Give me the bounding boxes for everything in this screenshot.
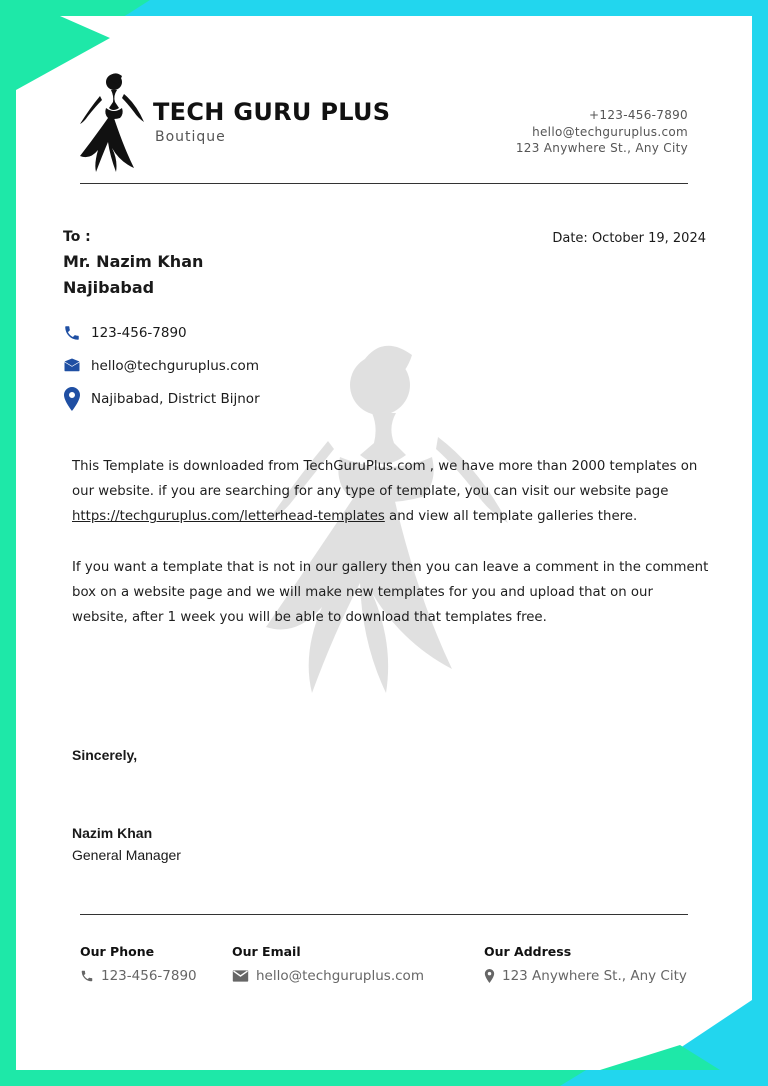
letter-date: Date: October 19, 2024 xyxy=(552,231,706,246)
header-email[interactable]: hello@techguruplus.com xyxy=(532,124,688,139)
header-contact-block xyxy=(516,107,688,157)
company-name: TECH GURU PLUS xyxy=(153,98,391,126)
body-p1-tail: and view all template galleries there. xyxy=(384,509,638,525)
phone-icon xyxy=(63,324,81,342)
header-address: 123 Anywhere St., Any City xyxy=(515,141,688,155)
footer-phone-column xyxy=(80,944,197,984)
recipient-email-row xyxy=(63,356,259,376)
footer-divider xyxy=(80,914,688,915)
signer-name: Nazim Khan xyxy=(72,825,153,841)
footer-address: 123 Anywhere St., Any City xyxy=(502,968,687,984)
mail-icon xyxy=(232,969,249,983)
footer-email-column xyxy=(232,944,424,984)
footer-email-heading: Our Email xyxy=(232,944,301,959)
to-label: To : xyxy=(63,229,91,245)
body-p1-text: This Template is downloaded from TechGuruPlus.com , we have more than 2000 templates on our website. if you are searching for any type of template, you can visit our website page xyxy=(72,459,698,500)
footer-address-column xyxy=(484,944,687,984)
recipient-address-row xyxy=(63,389,260,409)
footer-phone[interactable]: 123-456-7890 xyxy=(101,968,197,984)
bride-silhouette-logo xyxy=(78,70,150,174)
mail-icon xyxy=(63,357,81,375)
signer-title: General Manager xyxy=(72,847,181,863)
closing-sincerely: Sincerely, xyxy=(72,747,138,763)
body-paragraph-2: If you want a template that is not in our gallery then you can leave a comment in the comment box on a website page and we will make new templates for you and upload that on our website, after 1 week you will be able to download that templates free. xyxy=(72,559,709,626)
recipient-city: Najibabad xyxy=(63,278,155,297)
letter-body xyxy=(72,454,712,655)
footer-email[interactable]: hello@techguruplus.com xyxy=(256,968,424,984)
recipient-email[interactable]: hello@techguruplus.com xyxy=(91,358,259,374)
company-subtitle: Boutique xyxy=(155,129,226,145)
footer-phone-heading: Our Phone xyxy=(80,944,155,959)
header-divider xyxy=(80,183,688,184)
footer-address-heading: Our Address xyxy=(484,944,572,959)
recipient-phone[interactable]: 123-456-7890 xyxy=(91,325,187,341)
location-pin-icon xyxy=(63,387,81,411)
header-phone[interactable]: +123-456-7890 xyxy=(589,108,688,122)
recipient-name: Mr. Nazim Khan xyxy=(63,252,204,271)
location-pin-icon xyxy=(484,969,495,983)
phone-icon xyxy=(80,969,94,983)
body-paragraph-1 xyxy=(72,454,712,530)
recipient-address: Najibabad, District Bijnor xyxy=(91,391,260,407)
recipient-phone-row xyxy=(63,323,187,343)
letterhead-templates-link[interactable]: https://techguruplus.com/letterhead-templates xyxy=(72,509,385,525)
